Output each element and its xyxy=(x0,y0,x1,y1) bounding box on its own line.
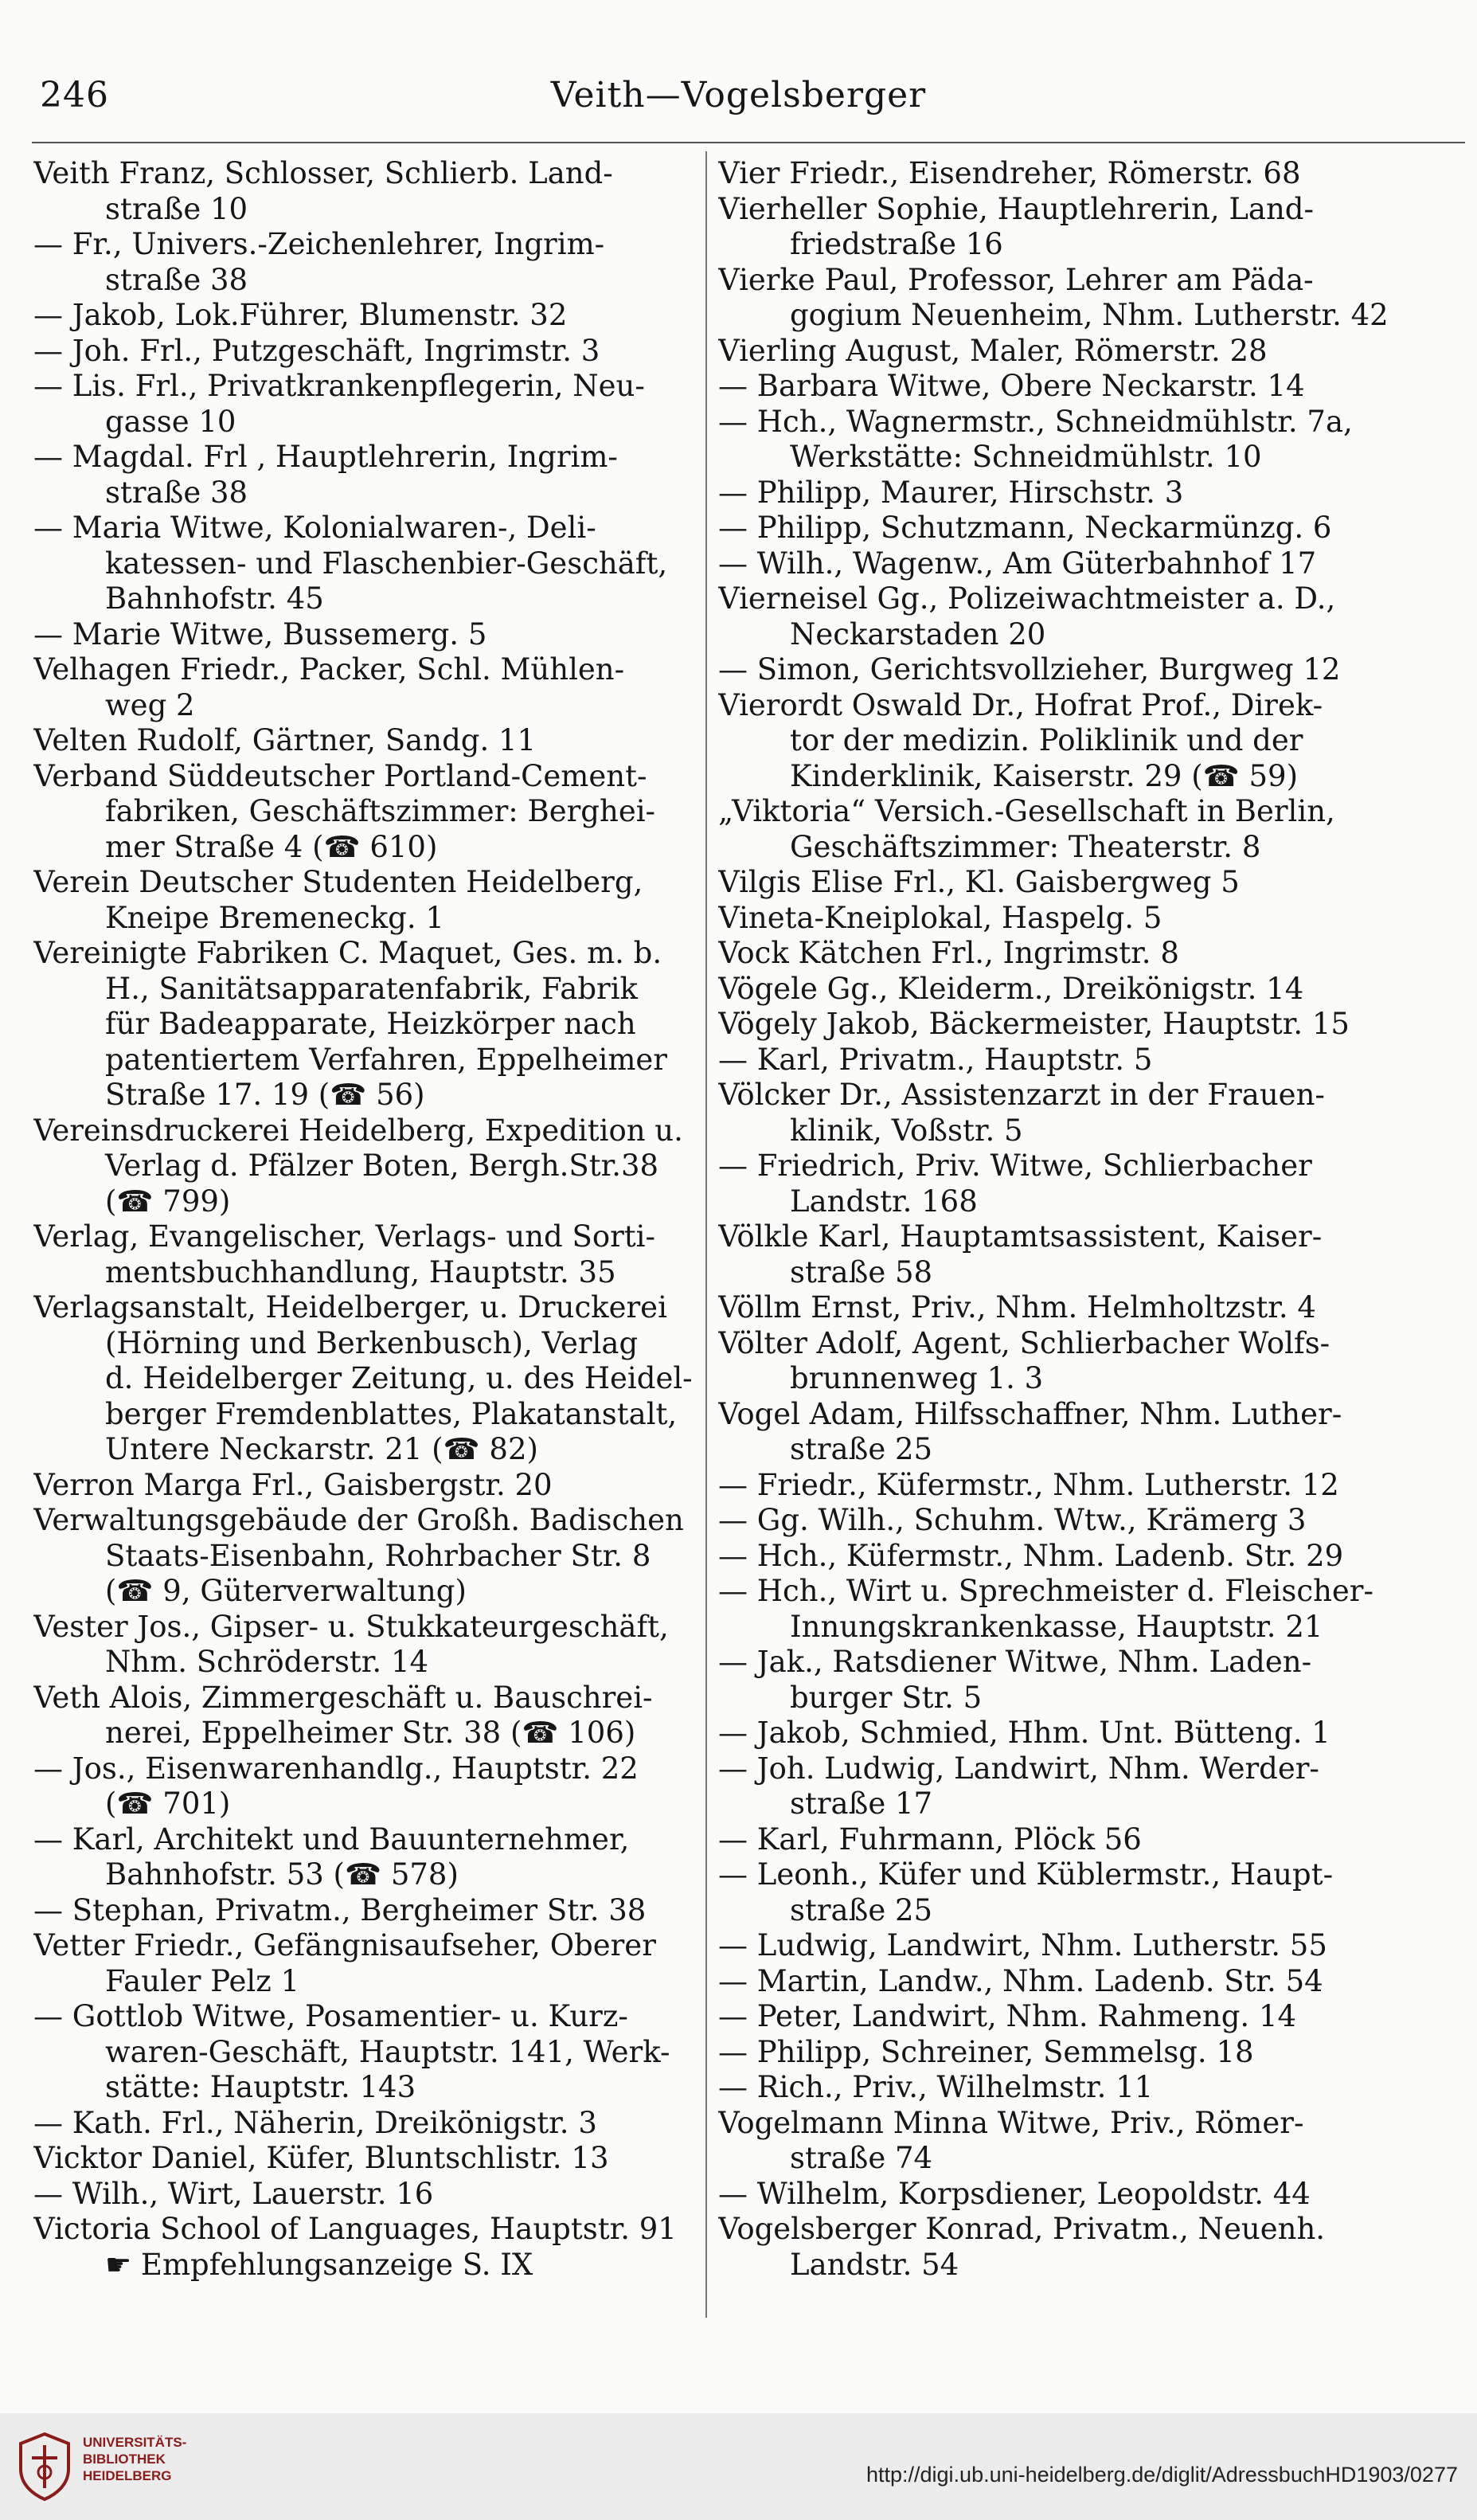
directory-entry: Victoria School of Languages, Hauptstr. 91 xyxy=(33,2212,677,2246)
directory-entry: — Friedrich, Priv. Witwe, Schlierbacher xyxy=(718,1148,1312,1183)
directory-entry-continuation: mentsbuchhandlung, Hauptstr. 35 xyxy=(105,1254,616,1289)
directory-entry: — Hch., Wirt u. Sprechmeister d. Fleischer- xyxy=(718,1574,1373,1608)
directory-entry-continuation: straße 25 xyxy=(790,1432,933,1466)
directory-entry: Vierneisel Gg., Polizeiwachtmeister a. D., xyxy=(718,581,1336,616)
header-rule xyxy=(32,142,1465,143)
directory-entry-continuation: straße 74 xyxy=(790,2141,933,2175)
directory-entry-continuation: ☛ Empfehlungsanzeige S. IX xyxy=(105,2247,533,2282)
directory-entry-continuation: klinik, Voßstr. 5 xyxy=(790,1113,1023,1148)
directory-entry: — Karl, Privatm., Hauptstr. 5 xyxy=(718,1042,1153,1077)
directory-entry: — Gottlob Witwe, Posamentier- u. Kurz- xyxy=(33,1999,628,2033)
directory-entry: Vicktor Daniel, Küfer, Bluntschlistr. 13 xyxy=(33,2141,609,2175)
directory-entry: Verlagsanstalt, Heidelberger, u. Druckerei xyxy=(33,1290,667,1325)
directory-entry: — Gg. Wilh., Schuhm. Wtw., Krämerg 3 xyxy=(718,1503,1307,1537)
directory-entry: Verron Marga Frl., Gaisbergstr. 20 xyxy=(33,1467,553,1502)
directory-entry: — Kath. Frl., Näherin, Dreikönigstr. 3 xyxy=(33,2105,597,2140)
directory-entry: Vereinsdruckerei Heidelberg, Expedition u. xyxy=(33,1113,683,1148)
directory-entry-continuation: (☎ 9, Güterverwaltung) xyxy=(105,1574,467,1608)
directory-entry: — Barbara Witwe, Obere Neckarstr. 14 xyxy=(718,369,1305,403)
directory-entry-continuation: Kneipe Bremeneckg. 1 xyxy=(105,900,444,935)
directory-entry: Vogelmann Minna Witwe, Priv., Römer- xyxy=(718,2105,1304,2140)
directory-entry-continuation: burger Str. 5 xyxy=(790,1680,983,1715)
directory-entry-continuation: straße 17 xyxy=(790,1786,933,1821)
directory-entry: — Hch., Küfermstr., Nhm. Ladenb. Str. 29 xyxy=(718,1538,1344,1573)
directory-entry: Velhagen Friedr., Packer, Schl. Mühlen- xyxy=(33,652,625,687)
directory-entry: — Friedr., Küfermstr., Nhm. Lutherstr. 12 xyxy=(718,1467,1339,1502)
directory-entry: Vogel Adam, Hilfsschaffner, Nhm. Luther- xyxy=(718,1396,1342,1431)
directory-entry: — Wilh., Wagenw., Am Güterbahnhof 17 xyxy=(718,546,1317,581)
directory-entry: — Karl, Fuhrmann, Plöck 56 xyxy=(718,1822,1142,1857)
directory-entry-continuation: gogium Neuenheim, Nhm. Lutherstr. 42 xyxy=(790,298,1389,332)
directory-entry-continuation: (☎ 799) xyxy=(105,1184,231,1219)
directory-entry: Vock Kätchen Frl., Ingrimstr. 8 xyxy=(718,936,1179,970)
directory-entry-continuation: Staats-Eisenbahn, Rohrbacher Str. 8 xyxy=(105,1538,651,1573)
directory-entry-continuation: katessen- und Flaschenbier-Geschäft, xyxy=(105,546,668,581)
directory-entry-continuation: nerei, Eppelheimer Str. 38 (☎ 106) xyxy=(105,1716,636,1750)
directory-entry: Vierordt Oswald Dr., Hofrat Prof., Direk- xyxy=(718,687,1323,722)
page-number: 246 xyxy=(40,75,109,115)
library-name xyxy=(83,2434,186,2484)
directory-entry-continuation: Innungskrankenkasse, Hauptstr. 21 xyxy=(790,1609,1323,1644)
directory-entry-continuation: Werkstätte: Schneidmühlstr. 10 xyxy=(790,440,1262,474)
directory-entry-continuation: Untere Neckarstr. 21 (☎ 82) xyxy=(105,1432,538,1466)
page-header xyxy=(0,67,1477,123)
directory-entry: Vilgis Elise Frl., Kl. Gaisbergweg 5 xyxy=(718,865,1240,899)
directory-entry: — Maria Witwe, Kolonialwaren-, Deli- xyxy=(33,511,596,545)
directory-entry-continuation: für Badeapparate, Heizkörper nach xyxy=(105,1007,636,1041)
directory-entry-continuation: straße 58 xyxy=(790,1254,933,1289)
directory-entry: — Peter, Landwirt, Nhm. Rahmeng. 14 xyxy=(718,1999,1297,2033)
directory-entry-continuation: tor der medizin. Poliklinik und der xyxy=(790,723,1303,757)
directory-entry: — Jos., Eisenwarenhandlg., Hauptstr. 22 xyxy=(33,1751,639,1786)
directory-entry: Völter Adolf, Agent, Schlierbacher Wolfs- xyxy=(718,1325,1330,1360)
directory-entry-continuation: fabriken, Geschäftszimmer: Berghei- xyxy=(105,794,656,828)
directory-entry-continuation: straße 25 xyxy=(790,1892,933,1927)
directory-entry: — Leonh., Küfer und Küblermstr., Haupt- xyxy=(718,1857,1334,1892)
directory-entry: — Lis. Frl., Privatkrankenpflegerin, Neu- xyxy=(33,369,645,403)
directory-entry: Vineta-Kneiplokal, Haspelg. 5 xyxy=(718,900,1162,935)
directory-entry: Verwaltungsgebäude der Großh. Badischen xyxy=(33,1503,684,1537)
directory-entry-continuation: Fauler Pelz 1 xyxy=(105,1963,299,1998)
directory-entry: — Rich., Priv., Wilhelmstr. 11 xyxy=(718,2070,1154,2104)
library-name-line: UNIVERSITÄTS- xyxy=(83,2435,187,2450)
directory-entry: — Joh. Ludwig, Landwirt, Nhm. Werder- xyxy=(718,1751,1319,1786)
directory-entry: — Jakob, Schmied, Hhm. Unt. Bütteng. 1 xyxy=(718,1716,1330,1750)
directory-entry: Völkle Karl, Hauptamtsassistent, Kaiser- xyxy=(718,1219,1323,1254)
directory-entry: Verein Deutscher Studenten Heidelberg, xyxy=(33,865,643,899)
directory-entry: Vereinigte Fabriken C. Maquet, Ges. m. b. xyxy=(33,936,662,970)
directory-entry-continuation: Bahnhofstr. 53 (☎ 578) xyxy=(105,1857,459,1892)
directory-entry: — Philipp, Schutzmann, Neckarmünzg. 6 xyxy=(718,511,1332,545)
source-url-link[interactable]: http://digi.ub.uni-heidelberg.de/diglit/AdressbuchHD1903/0277 xyxy=(865,2463,1458,2487)
directory-entry: — Philipp, Maurer, Hirschstr. 3 xyxy=(718,475,1184,510)
directory-entry-continuation: Bahnhofstr. 45 xyxy=(105,581,324,616)
directory-entry-continuation: d. Heidelberger Zeitung, u. des Heidel- xyxy=(105,1361,693,1395)
directory-entry-continuation: Landstr. 54 xyxy=(790,2247,959,2282)
directory-entry: Völlm Ernst, Priv., Nhm. Helmholtzstr. 4 xyxy=(718,1290,1316,1325)
directory-entry-continuation: Neckarstaden 20 xyxy=(790,616,1046,652)
directory-entry-continuation: berger Fremdenblattes, Plakatanstalt, xyxy=(105,1396,678,1431)
directory-entry: Verlag, Evangelischer, Verlags- und Sorti- xyxy=(33,1219,655,1254)
directory-entry-continuation: mer Straße 4 (☎ 610) xyxy=(105,829,438,864)
directory-entry: Veth Alois, Zimmergeschäft u. Bauschrei- xyxy=(33,1680,653,1715)
directory-entry: Veith Franz, Schlosser, Schlierb. Land- xyxy=(33,156,613,190)
directory-entry-continuation: (Hörning und Berkenbusch), Verlag xyxy=(105,1325,639,1360)
directory-entry: Vögely Jakob, Bäckermeister, Hauptstr. 15 xyxy=(718,1007,1350,1041)
directory-entry: — Magdal. Frl , Hauptlehrerin, Ingrim- xyxy=(33,440,618,474)
directory-entry: — Jak., Ratsdiener Witwe, Nhm. Laden- xyxy=(718,1645,1312,1679)
right-column xyxy=(718,156,1435,2283)
directory-entry: Verband Süddeutscher Portland-Cement- xyxy=(33,758,647,793)
university-seal-icon xyxy=(16,2431,73,2502)
directory-entry: — Joh. Frl., Putzgeschäft, Ingrimstr. 3 xyxy=(33,333,600,368)
directory-entry-continuation: gasse 10 xyxy=(105,404,236,439)
directory-entry: Vetter Friedr., Gefängnisaufseher, Oberer xyxy=(33,1928,656,1962)
directory-entry: — Jakob, Lok.Führer, Blumenstr. 32 xyxy=(33,298,568,332)
directory-entry: Vierling August, Maler, Römerstr. 28 xyxy=(718,333,1268,368)
directory-entry-continuation: H., Sanitätsapparatenfabrik, Fabrik xyxy=(105,971,638,1006)
directory-entry-continuation: weg 2 xyxy=(105,687,195,722)
directory-entry: — Stephan, Privatm., Bergheimer Str. 38 xyxy=(33,1892,647,1927)
directory-entry-continuation: Landstr. 168 xyxy=(790,1184,978,1219)
directory-entry-continuation: Straße 17. 19 (☎ 56) xyxy=(105,1078,425,1112)
directory-entry: — Wilh., Wirt, Lauerstr. 16 xyxy=(33,2176,434,2211)
directory-entry-continuation: waren-Geschäft, Hauptstr. 141, Werk- xyxy=(105,2034,670,2069)
directory-entry-continuation: brunnenweg 1. 3 xyxy=(790,1361,1044,1395)
directory-entry: Vierheller Sophie, Hauptlehrerin, Land- xyxy=(718,191,1314,226)
directory-entry-continuation: (☎ 701) xyxy=(105,1786,231,1821)
directory-entry-continuation: Geschäftszimmer: Theaterstr. 8 xyxy=(790,829,1261,864)
directory-entry: — Philipp, Schreiner, Semmelsg. 18 xyxy=(718,2034,1254,2069)
directory-entry: — Ludwig, Landwirt, Nhm. Lutherstr. 55 xyxy=(718,1928,1327,1962)
running-title: Veith—Vogelsberger xyxy=(550,75,927,115)
directory-entry-continuation: straße 38 xyxy=(105,475,248,510)
directory-entry-continuation: straße 38 xyxy=(105,262,248,297)
directory-entry: — Karl, Architekt und Bauunternehmer, xyxy=(33,1822,630,1857)
directory-entry-continuation: patentiertem Verfahren, Eppelheimer xyxy=(105,1042,667,1077)
directory-entry: — Wilhelm, Korpsdiener, Leopoldstr. 44 xyxy=(718,2176,1311,2211)
directory-entry: Velten Rudolf, Gärtner, Sandg. 11 xyxy=(33,723,537,757)
directory-entry-continuation: stätte: Hauptstr. 143 xyxy=(105,2070,416,2104)
directory-entry: Vogelsberger Konrad, Privatm., Neuenh. xyxy=(718,2212,1326,2246)
directory-entry: Vögele Gg., Kleiderm., Dreikönigstr. 14 xyxy=(718,971,1304,1006)
directory-entry: Völcker Dr., Assistenzarzt in der Frauen- xyxy=(718,1078,1325,1112)
left-column xyxy=(33,156,702,2283)
directory-entry-continuation: straße 10 xyxy=(105,191,248,226)
directory-entry: — Hch., Wagnermstr., Schneidmühlstr. 7a, xyxy=(718,404,1353,439)
library-name-line: BIBLIOTHEK xyxy=(83,2452,166,2467)
directory-entry: Vier Friedr., Eisendreher, Römerstr. 68 xyxy=(718,156,1301,190)
directory-entry: Vierke Paul, Professor, Lehrer am Päda- xyxy=(718,262,1314,297)
directory-entry: „Viktoria“ Versich.-Gesellschaft in Berlin, xyxy=(718,794,1335,828)
directory-entry-continuation: Kinderklinik, Kaiserstr. 29 (☎ 59) xyxy=(790,758,1299,793)
directory-entry: — Martin, Landw., Nhm. Ladenb. Str. 54 xyxy=(718,1963,1323,1998)
footer xyxy=(0,2413,1477,2520)
directory-entry-continuation: friedstraße 16 xyxy=(790,227,1003,261)
directory-entry: Vester Jos., Gipser- u. Stukkateurgeschäft, xyxy=(33,1609,669,1644)
column-divider xyxy=(705,151,707,2318)
directory-entry-continuation: Verlag d. Pfälzer Boten, Bergh.Str.38 xyxy=(105,1148,659,1183)
directory-entry: — Simon, Gerichtsvollzieher, Burgweg 12 xyxy=(718,652,1341,687)
directory-entry-continuation: Nhm. Schröderstr. 14 xyxy=(105,1645,429,1679)
directory-entry: — Marie Witwe, Bussemerg. 5 xyxy=(33,616,487,652)
directory-entry: — Fr., Univers.-Zeichenlehrer, Ingrim- xyxy=(33,227,605,261)
library-name-line: HEIDELBERG xyxy=(83,2468,172,2483)
